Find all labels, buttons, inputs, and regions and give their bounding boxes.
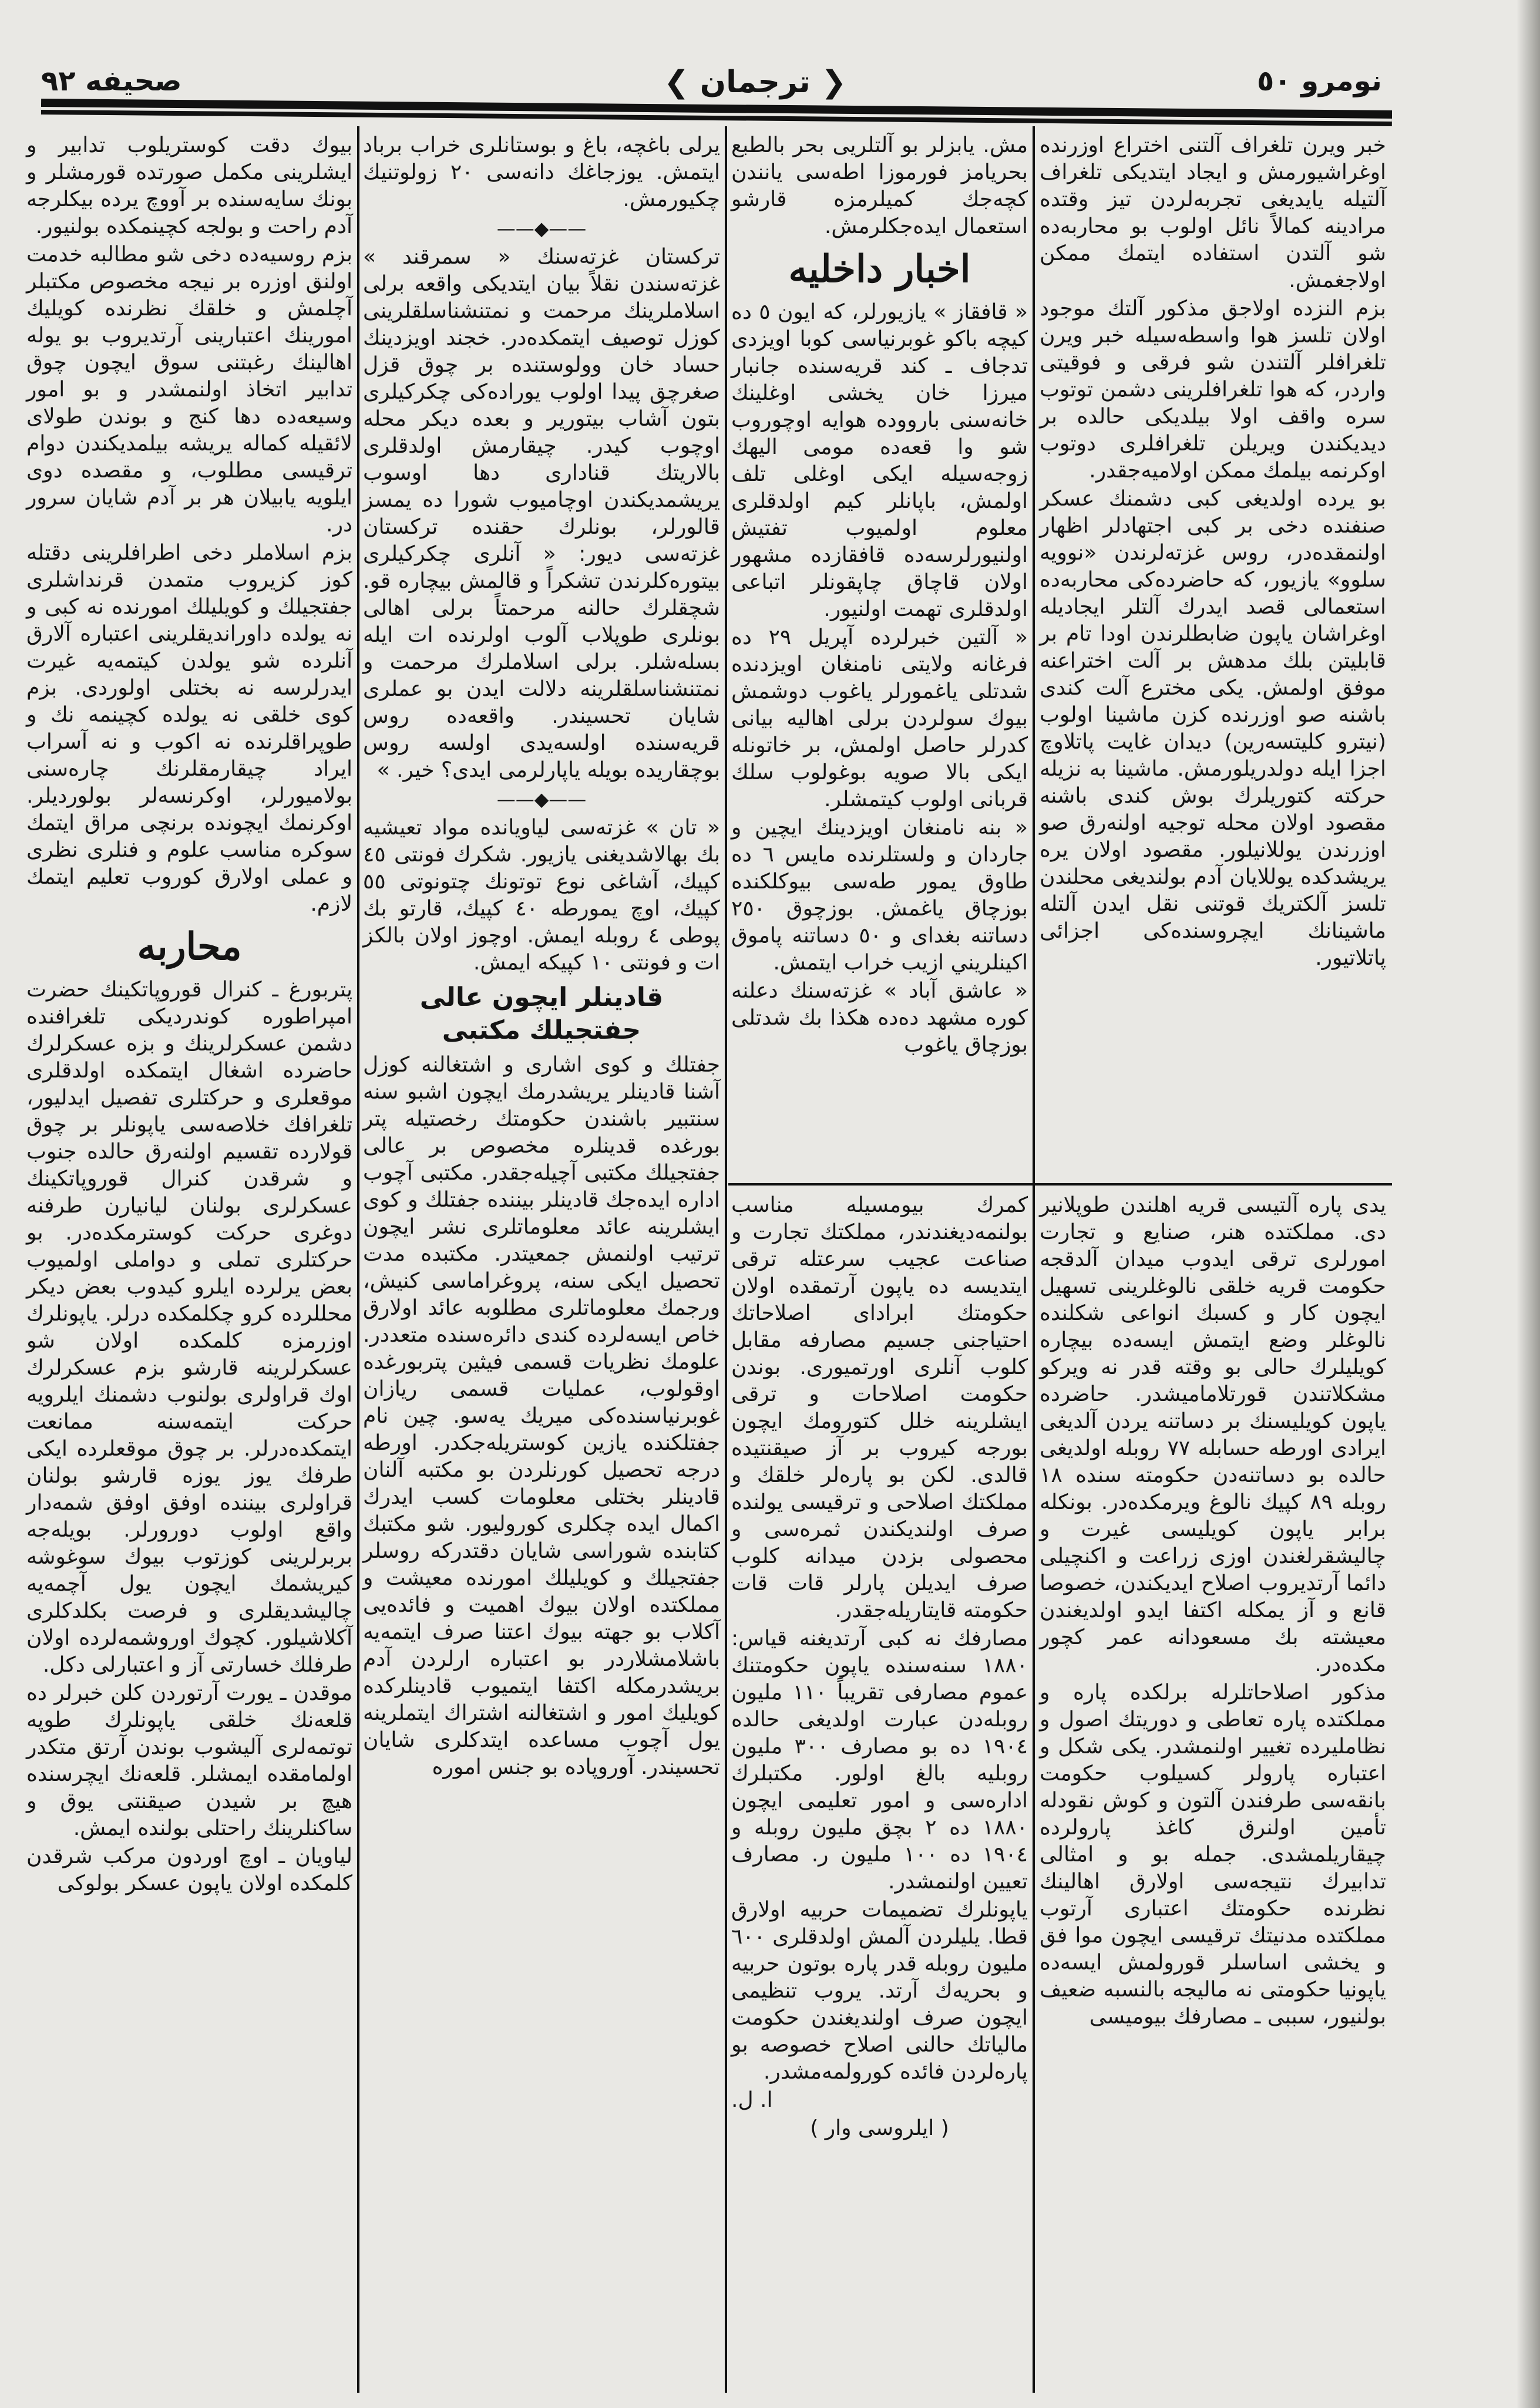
news-item: « تان » غزته‌سى لياويانده مواد تعيشيه بك بهالاشديغنى يازيور. شكرك فونتى ٤٥ كپيك، آشاغى نوع توتونك چتونوتى ٥٥ كپيك، اوچ يمورطه ٤٠ كپيك، قارتو بك پوطى ٤ روبله ايمش. اوچوز اولان بالكز ات و فونتى ١٠ كپيكه ايمش.: [363, 816, 721, 975]
paragraph: مش. يابزلر بو آلتلريى بحر بالطبع بحريامز فورموزا اطه‌سى يانندن كچه‌جك كميلرمزه قارشو استعمال ايده‌جكلرمش.: [731, 133, 1028, 238]
column-divider: [1033, 126, 1035, 2393]
scan-edge: [1517, 0, 1540, 2408]
news-item: پتربورغ ـ كنرال قوروپاتكينك حضرت امپراطوره كوندرديكى تلغرافنده دشمن عسكرلرينك و بزه عسكرلرك حاضرده اشغال ايتمكده اولدقلرى موقعلرى و حركتلرى تفصيل ايدليور، تلغرافك خلاصه‌سى ياپونلر بر چوق قولارده تقسيم اولنه‌رق حالده جنوب و شرقدن كنرال قوروپاتكينك عسكرلرى بولنان ليانيارن طرفنه دوغرى حركت كوسترمكده‌در. بو حركتلرى تملى و دواملى اولميوب بعض يرلرده ايلرو كيدوب بعض ديكر محللرده كرو چكلمكده درلر. ياپونلرك اوزرمزه كلمكده اولان شو عسكرلرينه قارشو بزم عسكرلرك اوك قراولرى بولنوب دشمنك ايلرويه حركت ايتمه‌سنه ممانعت ايتمكده‌درلر. بر چوق موقعلرده ايكى طرفك يوز يوزه قارشو بولنان قراولرى بيننده اوفق اوفق شمه‌دار واقع اولوب دورورلر. بويله‌جه بربرلرينى كوزتوب بيوك سوغوشه كيريشمك ايچون يول آچمه‌يه چاليشديقلرى و فرصت بكلدكلرى آكلاشيلور. كچوك اوروشمه‌لرده اولان طرفلك خسارتى آز و اعتبارلى دكل.: [26, 978, 352, 1677]
paragraph: مصارفك نه كبى آرتديغنه قياس: ١٨٨٠ سنه‌سنده ياپون حكومتنك عموم مصارفى تقريباً ١١٠ مليون روبله‌دن عبارت اولديغى حالده ١٩٠٤ ده بو مصارف ٣٠٠ مليون روبليه بالغ اولور. مكتبلرك ادارەسى و امور تعليمى ايچون ١٨٨٠ ده ٢ بچق مليون روبله و ١٩٠٤ ده ١٠٠ مليون ر. مصارف تعيين اولنمشدر.: [731, 1626, 1028, 1894]
paragraph: يرلى باغچه، باغ و بوستانلرى خراب برباد ايتمش. يوزجاغك دانه‌سى ٢٠ زولوتنيك چكيورمش.: [363, 133, 721, 211]
to-be-continued: ( ايلروسى وار ): [810, 2116, 949, 2140]
signature: ا. ل.: [731, 2088, 773, 2112]
news-item: « بنه نامنغان اويزدينك ايچين و جاردان و ولستلرنده مايس ٦ ده طاوق يمور طه‌سى بيوكلكنده بوزچاق ياغمش. بوزچوق ٢٥٠ دساتنه بغداى و ٥٠ دساتنه پاموق اكينلريني ازيب خراب ايتمش.: [731, 816, 1028, 975]
section-heading-agricultural-school: قادينلر ايچون عالى جفتجيلك مكتبى: [419, 982, 664, 1045]
page-number: صحيفه ٩٢: [41, 65, 182, 97]
section-heading-domestic-news: اخبار داخليه: [788, 247, 971, 291]
column-1: [26, 132, 352, 2396]
column-4-top: [1040, 132, 1386, 1177]
paragraph: ياپونلرك تضميمات حربيه اولارق قطا. يليلردن آلمش اولدقلرى ٦٠٠ مليون روبله قدر پاره بوتون حربيه و بحريه‌ك آرتد. يروب تنظيمى ايچون صرف اولنديغندن حكومت مالياتك حالنى اصلاح خصوصه بو پارەلردن فائده كورولمه‌مشدر.: [731, 1898, 1028, 2084]
news-item: « آلتين خبرلرده آپريل ٢٩ ده فرغانه ولايتى نامنغان اويزدنده شدتلى ياغمورلر ياغوب دوشمش بيوك سولردن برلى اهاليه بيانى كدرلر حاصل اولمش، بر خاتونله ايكى بالا صويه بوغولوب سلك قربانى اولوب كيتمشلر.: [731, 625, 1028, 811]
column-4-bottom: [1040, 1192, 1386, 2396]
paragraph: بزم النزده اولاجق مذكور آلتك موجود اولان تلسز هوا واسطه‌سيله خبر ويرن تلغرافلر آلتندن شو فرقى و فوقيتى واردر، كه هوا تلغرافلرينى دشمن توتوب سره واقف اولا بيلديكى حالده بر ديديكندن ويريلن تلغرافلرى دوتوب اوكرنمه بيلمك ممكن اولاميه‌جقدر.: [1040, 297, 1386, 483]
newspaper-title: ❮ ترجمان ❯: [664, 65, 847, 100]
paragraph: بو يرده اولديغى كبى دشمنك عسكر صنفنده دخى بر كبى اجتهادلر اظهار اولنمقده‌در، روس غزته‌لرندن «نوويه سلوو» يازيور، كه حاضرده‌كى محاربه‌ده استعمالى قصد ايدرك آلتلر ايجاديله اوغراشان ياپون ضابطلرندن اودا تام بر قابليتن بلك مدهش بر آلت اختراعنه موفق اولمش. يكى مخترع آلت كندى باشنه صو اوزرنده كزن ماشينا اولوب (نيترو كليتسه‌رين) ديدان غايت پاتلاوچ اجزا ايله دولدريلورمش. ماشينا به نزيله حركته كتوريلرك بوش كندى باشنه مقصود اولان محله توجيه اولنه‌رق صو اوزرندن يوللانيلور. مقصود اولان يره يريشدكده يوللايان آدم بولنديغى محلندن تلسز آلكتريك قوتنى نقل ايدن آلتله ماشينانك ايچروسنده‌كى اجزائى پاتلاتيور.: [1040, 487, 1386, 970]
column-3-top: [731, 132, 1028, 1177]
news-item: موقدن ـ يورت آرتوردن كلن خبرلر ده قلعه‌نك خلقى ياپونلرك طوپه توتمه‌لرى آليشوب بوندن آرتق متكدر اولمامقده ايمشلر. قلعه‌نك ايچرسنده هيچ بر شيدن صيقنتى يوق و ساكنلرينك راحتلى بولنده ايمش.: [26, 1681, 352, 1840]
column-divider: [357, 126, 359, 2393]
section-heading-war: محاربه: [137, 925, 242, 969]
column-3-bottom: [731, 1192, 1028, 2396]
ornament-divider: [363, 217, 720, 240]
news-item: « عاشق آباد » غزته‌سنك دعلنه كوره مشهد ده‌ده هكذا بك شدتلى بوزچاق ياغوب: [731, 979, 1028, 1057]
paragraph: بيوك دقت كوستريلوب تدابير و ايشلرينى مكمل صورتده قورمشلر و بونك سايه‌سنده بر آووچ يرده بيكلرجه آدم راحت و بولجه كچينمكده بولنيور.: [26, 133, 352, 238]
news-item: « قافقاز » يازيورلر، كه ايون ٥ ده كيچه باكو غوبرنياسى كوبا اويزدى تدجاف ـ كند قريه‌سنده جانبار ميرزا خان يخشى اوغلينك خانه‌سنى بارووده هوايه اوچوروب شو وا قعه‌ده مومى اليهك زوجه‌سيله ايكى اوغلى تلف اولمش، باپانلر كيم اولدقلرى معلوم اولميوب تفتيش اولنيورلرسه‌ده قافقازده مشهور اولان قاچاق چاپقونلر اتباعى اولدقلرى تهمت اولنيور.: [731, 300, 1028, 621]
paragraph: يدى پاره آلتيسى قريه اهلندن طوپلانير دى. مملكتده هنر، صنايع و تجارت امورلرى ترقى ايدوب ميدان آلدقجه حكومت قريه خلقى نالوغلرينى تسهيل ايچون كار و كسبك انواعى شكلنده نالوغلر وضع ايتمش ايسه‌ده بيچاره كويليلرك حالى بو وقته قدر نه ويركو مشكلاتندن قورتلاماميشدر. حاضرده ياپون كويليسنك بر دساتنه يردن آلديغى ايرادى اورطه حسابله ٧٧ روبله اولديغى حالده بو دساتنه‌دن حكومته سنده ١٨ روبله ٨٩ كپيك نالوغ ويرمكده‌در. بونكله برابر ياپون كويليسى غيرت و چاليشقرلغندن اوزى زراعت و اكنچيلى دائما آرتديروب اصلاح ايديكندن، خصوصا قانع و آز يمكله اكتفا ايدو اولديغندن معيشته بك مسعودانه عمر كچور مكده‌در.: [1040, 1193, 1386, 1676]
paragraph: جفتلك و كوى اشارى و اشتغالنه كوزل آشنا قادينلر يريشدرمك ايچون اشبو سنه سنتبير باشندن حكومتك رخصتيله پتر بورغده قدينلره مخصوص بر عالى جفتجيلك مكتبى آچيله‌جقدر. مكتبى آچوب اداره ايده‌جك قادينلر بيننده جفتلك و كوى ايشلرينه عائد معلوماتلرى نشر ايچون ترتيب اولنمش جمعيتدر. مكتبده مدت تحصيل ايكى سنه، پروغراماسى كنيش، ورجمك معلوماتلرى مطلوبه عائد اولارق خاص ايسه‌لرده كندى دائره‌سنده متعددر. علومك نظريات قسمى فيثين پتربورغده اوقولوب، عمليات قسمى ريازان غوبرنياسنده‌كى ميريك يه‌سو. چين نام جفتلكنده يازين كوستريله‌جكدر. اورطه درجه تحصيل كورنلردن بو مكتبه آلنان قادينلر بختلى معلومات كسب ايدرك اكمال ايده چكلرى كوروليور. شو مكتبك كتابنده شوراسى شايان دقتدركه روسلر جفتجيلك و كويليلك امورنده معيشت و مملكتده اولان بيوك اهميت و فائده‌يى آكلاب بو جهته بيوك اعتنا صرف ايتمه‌يه باشلامشلاردر بو اعتباره ارلردن آدم بريشدرمكله اكتفا ايتميوب قادينلركده كويليك امور و اشتغالنه اشتراك ايتملرينه يول آچوب مساعده ايتدكلرى شايان تحسيندر. آوروپاده بو جنس اموره: [363, 1053, 720, 1779]
news-item: لياويان ـ اوچ اوردون مركب شرقدن كلمكده اولان ياپون عسكر بولوكى: [26, 1844, 352, 1895]
paragraph: بزم اسلاملر دخى اطرافلرينى دقتله كوز كزيروب متمدن قرنداشلرى جفتجيلك و كويليلك امورنده نه كبى و نه يولده داورانديقلرينى اعتباره آلارق آنلرده شو يولدن كيتمه‌يه غيرت ايدرلرسه نه بختلى اولوردى. بزم كوى خلقى نه يولده كچينمه نك و طوپراقلرنده نه اكوب و نه آسراب ايراد چيقارمقلرنك چارەسنى بولاميورلر، اوكرنسه‌لر بولورديلر. اوكرنمك ايچونده برنچى مراق ايتمك سوكره مناسب علوم و فنلرى نظرى و عملى اولارق كوروب تعليم ايتمك لازم.: [26, 541, 352, 916]
section-rule: [728, 1183, 1392, 1186]
paragraph: مذكور اصلاحاتلرله برلكده پاره و مملكتده پاره تعاطى و دوريتك اصول و نظامليرده تغيير اولنمشدر. يكى شكل و اعتباره پارولر كسيلوب حكومت بانقه‌سى طرفندن آلتون و كوش نقودله تأمين اولنرق كاغذ پارولرده چيقاريلمشدى. جمله بو و امثالى تدابيرك نتيجه‌سى اولارق اهالينك نظرنده حكومتك اعتبارى آرتوب مملكتده مدنيتك ترقيسى ايچون موا فق و يخشى اساسلر قورولمش ايسه‌ده ياپونيا حكومتى نه ماليجه بالنسبه ضعيف بولنيور، سببى ـ مصارفك بيوميسى: [1040, 1680, 1386, 2029]
ornament-divider: [363, 787, 720, 811]
column-divider: [725, 126, 727, 2393]
paragraph: خبر ويرن تلغراف آلتنى اختراع اوزرنده اوغراشيورمش و ايجاد ايتديكى تلغراف آلتيله يايديغى تجربه‌لردن تيز وقتده مرادينه كمالاً نائل اولوب بو محاربه‌ده شو آلتدن استفاده ايتمك ممكن اولاجغمش.: [1040, 133, 1386, 292]
paragraph: كمرك بيومسيله مناسب بولنمه‌ديغندندر، مملكتك تجارت و صناعت عجيب سرعتله ترقى ايتديسه ده ياپون آرتمقده اولان حكومتك ابراداى اصلاحاتك احتياجنى جسيم مصارفه مقابل كلوب آنلرى اورتميورى. بوندن حكومت اصلاحات و ترقى ايشلرينه خلل كتورومك ايچون بورجه كيروب بر آز صيقنتيده قالدى. لكن بو پارەلر خلقك و مملكتك اصلاحى و ترقيسى يولنده صرف اولنديكندن ثمره‌سى و محصولى بزدن ميدانه كلوب صرف ايديلن پارلر قات قات حكومته قايتاريله‌جقدر.: [731, 1193, 1028, 1622]
paragraph: بزم روسيه‌ده دخى شو مطالبه خدمت اولنق اوزره بر نيجه مخصوص مكتبلر آچلمش و خلقك نظرنده كويليك امورينك اعتبارينى آرتديروب بو يوله اهالينك رغبتنى سوق ايچون چوق تدابير اتخاذ اولنمشدر و بو امور وسيعه‌ده دها كنج و بوندن طولاى لائقيله كماله يريشه بيلمديكندن دوام ترقيسى مطلوب، و مقصده دوى ايلويه يابيلان هر بر آدم شايان سرور در.: [26, 243, 352, 537]
column-2: [363, 132, 720, 2396]
news-item: تركستان غزته‌سنك « سمرقند » غزته‌سندن نقلاً بيان ايتديكى واقعه برلى اسلاملرينك مرحمت و نمتنشناسلقلرينى كوزل توصيف ايتمكده‌در. خجند اويزدينك حساد خان وولوستنده بر چوق قزل صغرچق پيدا اولوب يوراده‌كى چكركيلرى بتون آشاب بيتورير و بعده ديكر محله اوچوب كيدر. چيقارمش اولدقلرى بالاريتك قنادارى دها اوسوب يريشمديكندن اوچاميوب شورا ده يمسز قالورلر، بونلرك حقنده تركستان غزته‌سى ديور: « آنلرى چكركيلرى بيتوره‌كلرندن تشكراً و قالمش بيچاره قو. شچقلرك حالنه مرحمتاً برلى اهالى بونلرى طوپلاب آلوب اولرنده ات ايله بسله‌شلر. برلى اسلاملرك مرحمت و نمتنشناسلقلرينه دلالت ايدن بو عملرى شايان تحسيندر. واقعه‌ده روس قريه‌سنده اولسه‌يدى اولسه روس بوچقاريده بويله ياپارلرمى ايدى؟ خير. »: [363, 245, 720, 782]
issue-number: نومرو ٥٠: [1257, 65, 1382, 97]
